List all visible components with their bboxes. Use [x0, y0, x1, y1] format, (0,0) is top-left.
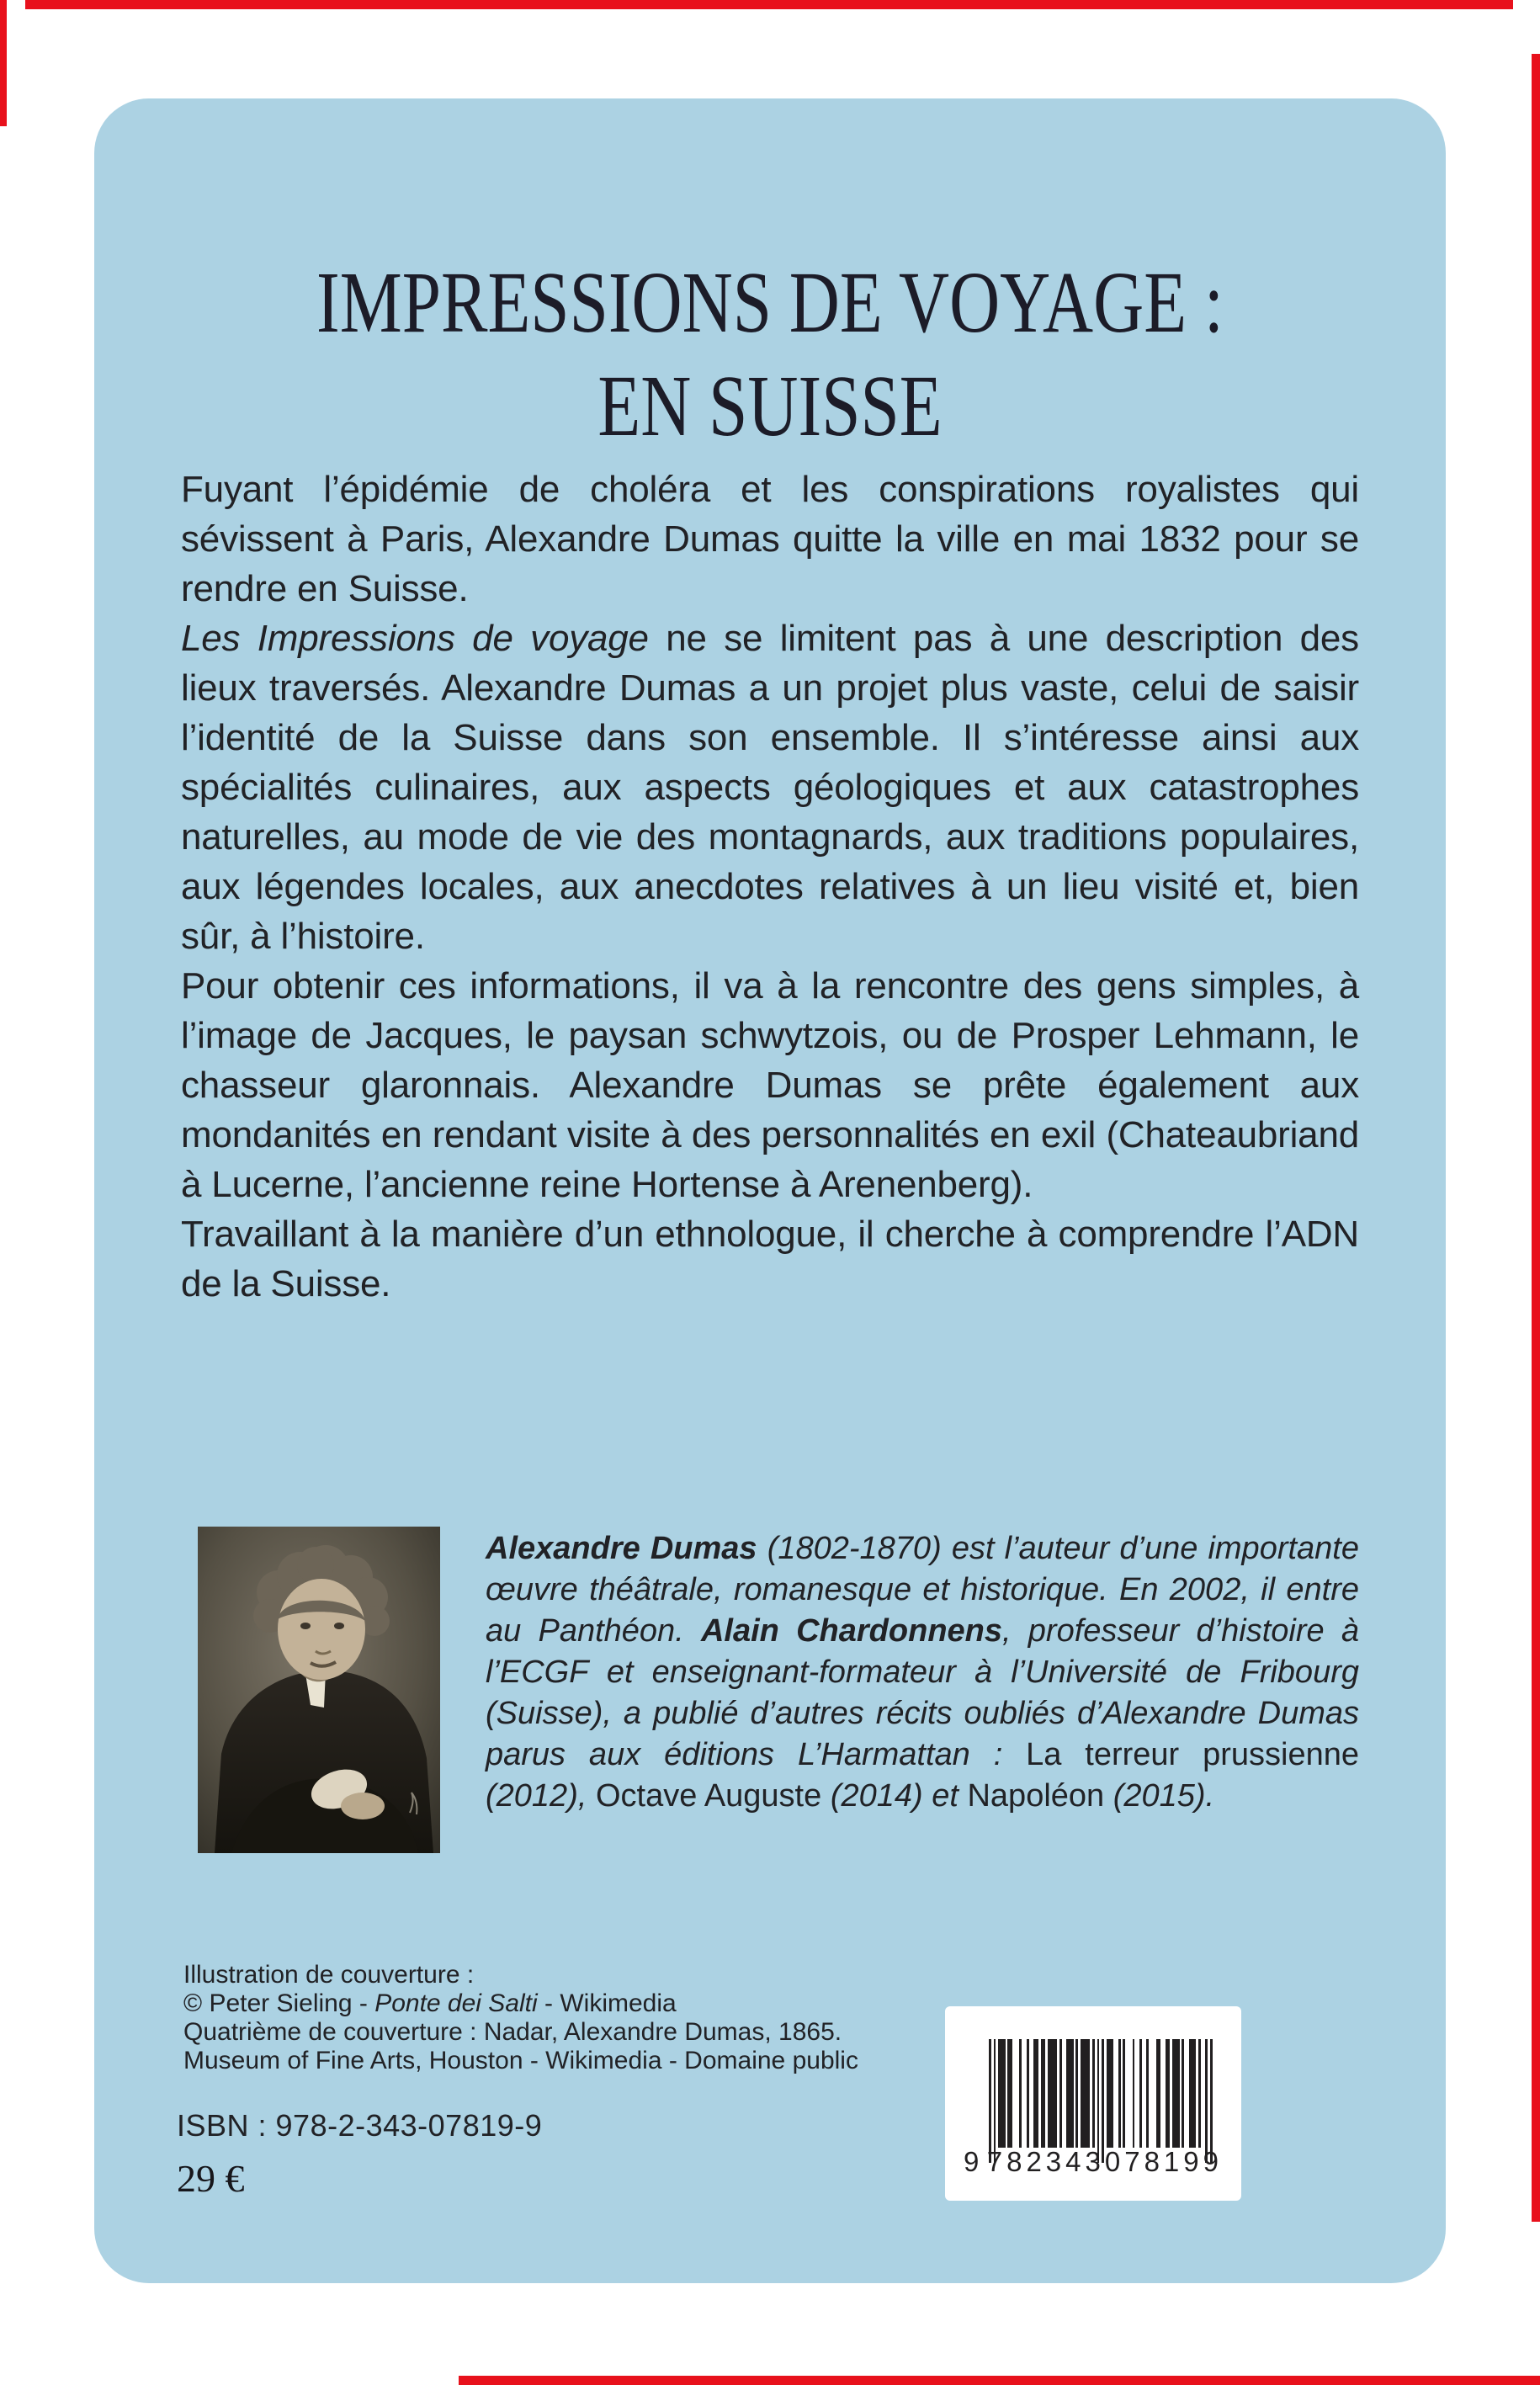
scan-edge-right	[1532, 54, 1540, 2222]
bio-seg4: (2014) et	[821, 1778, 968, 1814]
bio-seg5: (2015).	[1104, 1778, 1215, 1814]
book-title-line1: IMPRESSIONS DE VOYAGE :	[316, 253, 1224, 351]
synopsis	[181, 465, 1359, 1309]
book-title-line2: EN SUISSE	[597, 357, 943, 454]
price-label: 29 €	[177, 2157, 245, 2200]
synopsis-p2-series-title: Les Impressions de voyage	[181, 618, 649, 659]
synopsis-p2-text: ne se limitent pas à une description des lieux traversés. Alexandre Dumas a un projet plus vaste, celui de saisir l’identité de la Suisse dans son ensemble. Il s’intéresse ainsi aux spécialités culinaires, aux aspects géologiques et aux catastrophes naturelles, au mode de vie des montagnards, aux traditions populaires, aux légendes locales, aux anecdotes relatives à un lieu visité et, bien sûr, à l’histoire.	[181, 618, 1359, 957]
credit-line-4: Museum of Fine Arts, Houston - Wikimedia - Domaine public	[183, 2047, 858, 2074]
scan-edge-top	[25, 0, 1513, 9]
synopsis-paragraph-2	[181, 614, 1359, 961]
credit-line-2	[183, 1989, 1025, 2018]
author-photo	[198, 1527, 440, 1853]
bio-book-title-1: La terreur prussienne	[1026, 1737, 1359, 1772]
bio-seg3: (2012),	[486, 1778, 596, 1814]
bio-seg2: , professeur d’histoire à l’ECGF et enseignant-formateur à l’Université de Fribourg (Suisse), a publié d’autres récits oubliés d’Alexandre Dumas parus aux éditions L’Harmattan :	[486, 1613, 1359, 1772]
synopsis-p4-text: Travaillant à la manière d’un ethnologue, il cherche à comprendre l’ADN de la Suisse.	[181, 1214, 1359, 1304]
barcode-group-1: 782343	[986, 2146, 1105, 2177]
book-title	[94, 251, 1446, 458]
synopsis-paragraph-4	[181, 1209, 1359, 1309]
credit-line2-pre: © Peter Sieling -	[183, 1989, 375, 2017]
bio-editor-name: Alain Chardonnens	[700, 1613, 1003, 1649]
bio-book-title-3: Napoléon	[967, 1778, 1105, 1814]
cover-credits	[183, 1961, 1025, 2075]
scan-edge-bottom	[459, 2376, 1540, 2385]
credit-line2-work: Ponte dei Salti	[374, 1989, 538, 2017]
author-bio	[486, 1528, 1359, 1817]
barcode-card	[945, 2006, 1241, 2201]
author-photo-image	[198, 1527, 440, 1853]
bio-book-title-2: Octave Auguste	[595, 1778, 822, 1814]
barcode-digits	[964, 2146, 1223, 2178]
credit-line-3: Quatrième de couverture : Nadar, Alexandre Dumas, 1865.	[183, 2018, 842, 2046]
synopsis-paragraph-3	[181, 961, 1359, 1209]
barcode-lead-digit: 9	[964, 2146, 980, 2177]
scan-edge-left	[0, 0, 7, 126]
credit-line-1: Illustration de couverture :	[183, 1961, 475, 1989]
synopsis-p3-text: Pour obtenir ces informations, il va à la rencontre des gens simples, à l’image de Jacques, le paysan schwytzois, ou de Prosper Lehmann, le chasseur glaronnais. Alexandre Dumas se prête également aux mondanités en rendant visite à des personnalités en exil (Chateaubriand à Lucerne, l’ancienne reine Hortense à Arenenberg).	[181, 965, 1359, 1205]
synopsis-paragraph-1	[181, 465, 1359, 614]
barcode-bars	[989, 2039, 1213, 2163]
synopsis-p1-text: Fuyant l’épidémie de choléra et les conspirations royalistes qui sévissent à Paris, Alexandre Dumas quitte la ville en mai 1832 pour se rendre en Suisse.	[181, 469, 1359, 609]
bio-seg1: (1802-1870) est l’auteur d’une importante œuvre théâtrale, romanesque et historique. En 2002, il entre au Panthéon.	[486, 1531, 1359, 1649]
barcode-group-2: 078199	[1104, 2146, 1223, 2177]
isbn-label: ISBN : 978-2-343-07819-9	[177, 2108, 543, 2143]
bio-author-name: Alexandre Dumas	[486, 1531, 757, 1566]
credit-line2-post: - Wikimedia	[537, 1989, 677, 2017]
